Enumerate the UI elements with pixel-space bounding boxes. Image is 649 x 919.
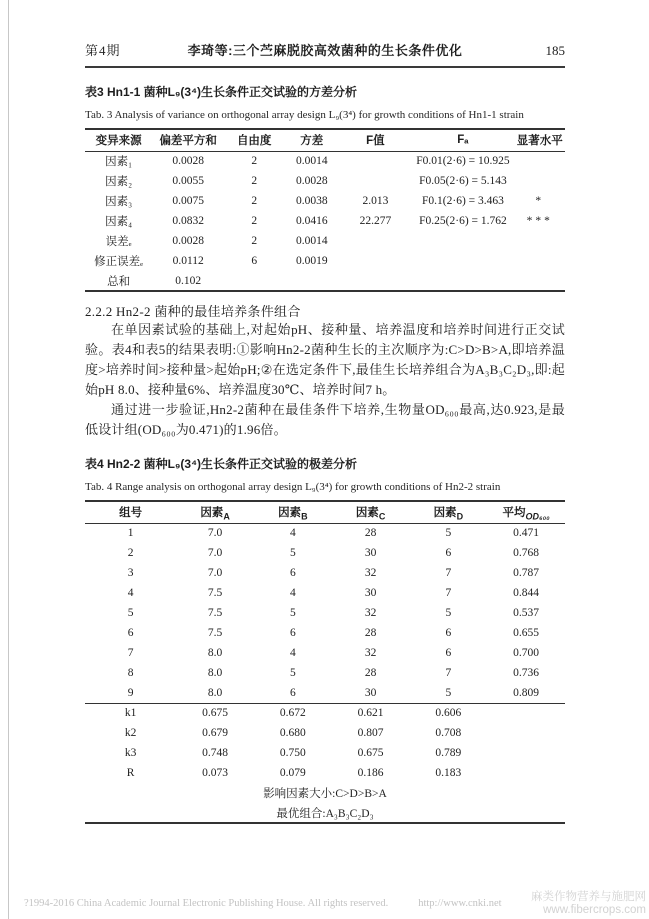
cell: 6 — [445, 647, 452, 659]
factor-order-summary: 影响因素大小:C>D>B>A — [263, 788, 387, 800]
table-row — [85, 211, 565, 231]
cell: 2 — [251, 195, 258, 207]
watermark — [531, 891, 646, 917]
column-header: 自由度 — [224, 129, 284, 151]
cell: 4 — [289, 647, 296, 659]
cell: 2 — [251, 175, 258, 187]
cell: 0.0028 — [172, 155, 204, 168]
table-row — [85, 151, 565, 171]
table3-caption-zh: 表3 Hn1-1 菌种L₉(3⁴)生长条件正交试验的方差分析 — [85, 85, 358, 99]
cell: 8.0 — [207, 686, 223, 699]
cell — [515, 171, 565, 191]
cell: 0.0075 — [172, 195, 204, 207]
column-header: 组号 — [85, 501, 176, 523]
table-row — [85, 583, 565, 603]
cell: 5 — [445, 686, 452, 699]
cell: F0.01(2·6) = 10.925 — [416, 155, 510, 168]
cnki-url: http://www.cnki.net — [418, 898, 502, 909]
cell: F0.05(2·6) = 5.143 — [419, 175, 507, 187]
cell: 误差ₑ — [105, 236, 132, 248]
column-header: 方差 — [284, 129, 339, 151]
cell: 7.5 — [207, 587, 223, 599]
table-row — [85, 171, 565, 191]
k-values-block — [85, 703, 565, 783]
cell: 0.079 — [279, 767, 306, 779]
cell: 0.655 — [513, 627, 540, 639]
best-combination-summary: 最优组合:A₃B₃C₂D₃ — [276, 807, 374, 820]
significance-cell: *** — [526, 215, 553, 227]
cell: 4 — [127, 587, 134, 599]
cell: 2 — [251, 215, 258, 227]
cell: 0.0112 — [172, 255, 204, 267]
cell: 0.0019 — [295, 255, 328, 267]
table-row — [85, 623, 565, 643]
cell: 1 — [127, 527, 134, 540]
cell: 6 — [289, 627, 296, 639]
column-header: 平均$_{OD_{600}}$ — [487, 501, 565, 523]
cell: 7 — [445, 567, 452, 579]
cell: 7 — [445, 587, 452, 599]
cell: F0.1(2·6) = 3.463 — [422, 195, 504, 207]
cell — [339, 231, 411, 251]
cell: 0.750 — [279, 747, 306, 759]
cell: 7.0 — [207, 567, 223, 579]
cell: 22.277 — [359, 215, 392, 227]
cell: 6 — [445, 547, 452, 559]
column-header: 因素$_D$ — [409, 501, 487, 523]
running-head-title: 李琦等:三个苎麻脱胶高效菌种的生长条件优化 — [187, 43, 463, 58]
cell — [487, 743, 565, 763]
cell: 0.708 — [435, 727, 462, 739]
table-row — [85, 271, 565, 291]
table-row — [85, 703, 565, 723]
table-row — [85, 231, 565, 251]
cell — [339, 271, 411, 291]
paragraph-1: 在单因素试验的基础上,对起始pH、接种量、培养温度和培养时间进行正交试验。表4和表5的结果表明:①影响Hn2-2菌种生长的主次顺序为:C>D>B>A,即培养温度>培养时间>接种量>起始pH;②在选定条件下,最佳生长培养组合为A₃B₃C₂D₃,即:起始pH 8.0、接种量6%、培养温度30℃、培养时间7 h。 — [85, 322, 565, 397]
table-row — [85, 723, 565, 743]
cell: 5 — [445, 607, 452, 619]
cell: 30 — [364, 686, 377, 699]
cell: 6 — [289, 567, 296, 579]
paragraph-2: 通过进一步验证,Hn2-2菌种在最佳条件下培养,生物量OD₆₀₀最高,达0.923,是最低设计组(OD₆₀₀为0.471)的1.96倍。 — [85, 402, 565, 437]
cell: 2 — [251, 155, 258, 168]
cell: 30 — [364, 587, 377, 599]
cell — [339, 151, 411, 171]
section-heading: 2.2.2 Hn2-2 菌种的最佳培养条件组合 — [85, 304, 301, 319]
table-row — [85, 783, 565, 803]
watermark-site-name: 麻类作物营养与施肥网 — [531, 891, 646, 903]
table-row — [85, 523, 565, 543]
column-header: 因素$_C$ — [332, 501, 410, 523]
table-row — [85, 191, 565, 211]
page-footer — [24, 898, 502, 909]
cell: 0.675 — [357, 747, 384, 759]
cell: 0.844 — [513, 587, 540, 599]
table-row — [85, 643, 565, 663]
cell: 5 — [127, 607, 134, 619]
cell: 0.679 — [202, 727, 228, 739]
cell: 28 — [364, 627, 377, 639]
cell: 28 — [364, 667, 377, 679]
cell: 0.700 — [513, 647, 540, 659]
cell — [339, 251, 411, 271]
anova-table-body — [85, 151, 565, 291]
issue-label: 第4期 — [85, 43, 121, 58]
cell: 4 — [289, 587, 296, 599]
cell: 30 — [364, 547, 377, 559]
range-table-head — [85, 501, 565, 523]
cell: 0.102 — [175, 274, 202, 287]
cell: 8.0 — [207, 647, 223, 659]
page-content — [85, 40, 565, 824]
cell: 8 — [127, 667, 134, 679]
cell: 32 — [364, 647, 377, 659]
cell: 2 — [251, 235, 258, 247]
cell: 7 — [445, 667, 452, 679]
cell: 2.013 — [362, 195, 389, 207]
column-header: 变异来源 — [85, 129, 152, 151]
cell: F0.25(2·6) = 1.762 — [419, 215, 507, 227]
cell — [339, 171, 411, 191]
cell: 7.5 — [207, 627, 223, 639]
cell: 3 — [127, 567, 134, 579]
cell: 28 — [364, 527, 377, 540]
cell: 0.606 — [435, 707, 462, 720]
cell — [515, 251, 565, 271]
cell: 0.537 — [513, 607, 540, 619]
table-row — [85, 803, 565, 823]
summary-block — [85, 783, 565, 823]
cell: 5 — [289, 547, 296, 559]
cell: 32 — [364, 607, 377, 619]
cell: k3 — [124, 747, 137, 759]
cell: 6 — [445, 627, 452, 639]
cell: 6 — [289, 686, 296, 699]
cell: k1 — [124, 707, 137, 720]
cell: 8.0 — [207, 667, 223, 679]
cell — [487, 703, 565, 723]
table-row — [85, 563, 565, 583]
table-row — [85, 603, 565, 623]
cell: 0.0416 — [295, 215, 328, 227]
cell: 0.675 — [202, 707, 228, 720]
cell: 因素₃ — [105, 196, 133, 208]
cell: 0.680 — [279, 727, 306, 739]
cell: 6 — [127, 627, 134, 639]
running-head — [85, 40, 565, 68]
cell: 5 — [289, 667, 296, 679]
cell: 0.809 — [513, 686, 540, 699]
range-table — [85, 500, 565, 824]
cell: 0.768 — [513, 547, 540, 559]
cell: 5 — [289, 607, 296, 619]
scan-edge-line — [8, 0, 9, 919]
cell: 修正误差ₑ — [94, 256, 144, 268]
cell: 因素₂ — [105, 176, 133, 188]
column-header: 因素$_B$ — [254, 501, 332, 523]
cell: 32 — [364, 567, 377, 579]
cell: 0.183 — [435, 767, 462, 779]
cell: 7.0 — [207, 527, 223, 540]
column-header: 因素$_A$ — [176, 501, 254, 523]
cell: 0.0832 — [172, 215, 204, 227]
cell: 0.807 — [357, 727, 384, 739]
cell — [515, 271, 565, 291]
cell: 因素₄ — [105, 216, 133, 228]
cell: 7.0 — [207, 547, 223, 559]
copyright-text: ?1994-2016 China Academic Journal Electronic Publishing House. All rights reserved. — [24, 898, 389, 909]
cell: 总和 — [107, 275, 131, 288]
cell: 0.0055 — [172, 175, 204, 187]
cell — [411, 251, 514, 271]
cell: 0.186 — [357, 767, 384, 779]
cell: 0.621 — [357, 707, 384, 720]
cell: 5 — [445, 527, 452, 540]
table-row — [85, 543, 565, 563]
cell: 4 — [289, 527, 296, 540]
cell — [224, 271, 284, 291]
cell: 0.748 — [202, 747, 228, 759]
table3-caption-en: Tab. 3 Analysis of variance on orthogonal array design L₉(3⁴) for growth conditions of Hn1-1 strain — [85, 109, 524, 121]
cell: k2 — [124, 727, 137, 739]
column-header: 显著水平 — [515, 129, 565, 151]
cell: 9 — [127, 686, 134, 699]
cell: 0.0028 — [295, 175, 328, 187]
cell: 0.0014 — [295, 155, 328, 168]
header-row — [85, 129, 565, 151]
cell: 6 — [251, 255, 258, 267]
cell: 0.787 — [513, 567, 540, 579]
cell: 7.5 — [207, 607, 223, 619]
table-row — [85, 663, 565, 683]
significance-cell: * — [535, 195, 545, 207]
table-row — [85, 251, 565, 271]
cell: 0.789 — [435, 747, 462, 759]
table4-caption-zh: 表4 Hn2-2 菌种L₉(3⁴)生长条件正交试验的极差分析 — [85, 457, 358, 471]
table-row — [85, 763, 565, 783]
cell — [515, 151, 565, 171]
cell: 0.0028 — [172, 235, 204, 247]
cell: 0.471 — [513, 527, 540, 540]
cell: 因素₁ — [105, 156, 133, 169]
cell — [487, 723, 565, 743]
range-table-body — [85, 523, 565, 703]
cell — [411, 231, 514, 251]
column-header: Fₐ — [411, 129, 514, 151]
cell: R — [126, 767, 135, 779]
cell — [487, 763, 565, 783]
watermark-site-url: www.fibercrops.com — [543, 904, 646, 916]
cell: 0.0038 — [295, 195, 328, 207]
cell: 2 — [127, 547, 134, 559]
cell — [515, 231, 565, 251]
cell — [284, 271, 339, 291]
table-row — [85, 683, 565, 703]
table4-caption-en: Tab. 4 Range analysis on orthogonal array design L₉(3⁴) for growth conditions of Hn2-2 strain — [85, 481, 501, 493]
cell: 0.736 — [513, 667, 540, 679]
header-row — [85, 501, 565, 523]
cell: 7 — [127, 647, 134, 659]
cell: 0.073 — [202, 767, 228, 779]
anova-table-head — [85, 129, 565, 151]
column-header: 偏差平方和 — [152, 129, 224, 151]
page-number: 185 — [545, 43, 565, 58]
anova-table — [85, 128, 565, 292]
cell: 0.0014 — [295, 235, 328, 247]
column-header: F值 — [339, 129, 411, 151]
cell: 0.672 — [279, 707, 306, 720]
cell — [411, 271, 514, 291]
table-row — [85, 743, 565, 763]
